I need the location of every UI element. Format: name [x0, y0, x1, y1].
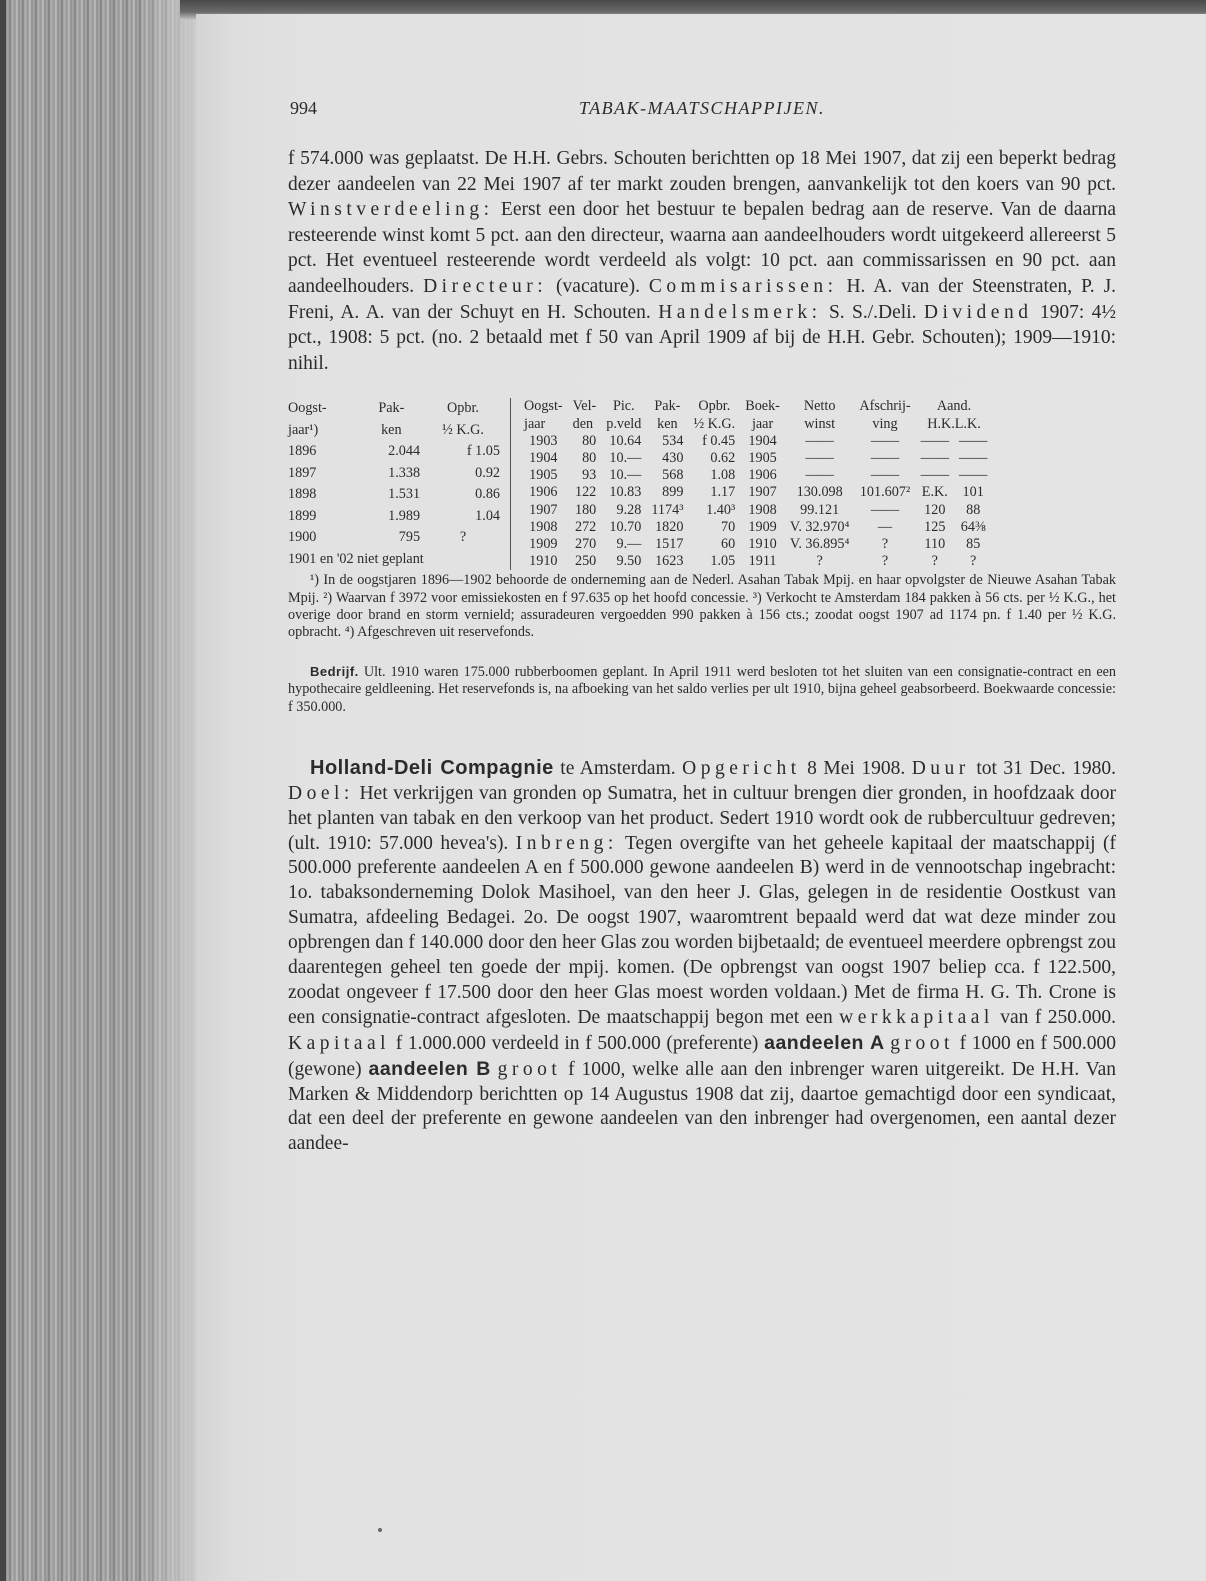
table-cell: 85 — [966, 535, 981, 552]
directeur-label: Directeur: — [423, 275, 548, 297]
table-header: den — [572, 415, 594, 432]
table-row — [519, 433, 992, 450]
table-header-row — [288, 398, 506, 420]
table-header: Pic. — [612, 398, 635, 415]
table-header: Oogst- — [288, 400, 327, 417]
table-cell: 2.044 — [388, 443, 421, 460]
opgericht-text: 8 Mei 1908. — [807, 757, 906, 779]
page-content — [288, 96, 1116, 1157]
table-header-row — [288, 420, 506, 442]
table-cell: 1905 — [748, 449, 777, 466]
table-cell: 120 — [924, 501, 946, 518]
opgericht-label: Opgericht — [682, 757, 801, 779]
table-cell: 0.86 — [475, 486, 500, 503]
page-number: 994 — [290, 98, 317, 118]
footnotes: ¹) In de oogstjaren 1896—1902 behoorde de onderneming aan de Nederl. Asahan Tabak Mpij. en haar opvolgster de Nieuwe Asahan Tabak Mpij. ²) Waarvan f 3972 voor emissiekosten en f 97.635 op het hoofd concessie. ³) Verkocht te Amsterdam 184 pakken à 56 cts. per ½ K.G., het overige door brand en storm vernield; assuradeuren vergoedden 990 pakken à 156 cts.; zoodat oogst 1907 ad 1174 pn. f 1.40 per ½ K.G. opbracht. ⁴) Afgeschreven uit reservefonds. — [288, 572, 1116, 640]
table-cell: —— — [870, 501, 900, 518]
table-cell: f 1.05 — [466, 443, 500, 460]
table-cell: —— — [870, 432, 900, 449]
table-cell: 10.64 — [609, 432, 642, 449]
table-cell: 0.92 — [475, 464, 500, 481]
table-cell: 101 — [962, 484, 984, 501]
handelsmerk-label: Handelsmerk: — [658, 301, 822, 323]
table-cell: 1.531 — [388, 486, 421, 503]
table-cell: V. 36.895⁴ — [789, 535, 850, 552]
bedrijf-paragraph — [288, 663, 1116, 716]
table-cell: 9.50 — [616, 553, 642, 570]
bedrijf-text: Ult. 1910 waren 175.000 rubberboomen geplant. In April 1911 werd besloten tot het sluiten van een consignatie-contract en een hypothecaire geldleening. Het reservefonds is, na afboeking van het saldo verlies per ult 1910, bijna geheel geabsorbeerd. Boekwaarde concessie: f 350.000. — [288, 664, 1117, 715]
running-header — [288, 96, 1116, 122]
table-header: ken — [381, 421, 402, 438]
bedrijf-label: Bedrijf. — [310, 664, 359, 680]
table-cell: —— — [870, 467, 900, 484]
company-location: te Amsterdam. — [560, 757, 676, 779]
page-speck — [378, 1528, 382, 1532]
table-note: 1901 en '02 niet geplant — [288, 551, 424, 567]
table-cell: E.K. — [921, 484, 948, 501]
kapitaal-text: f 1.000.000 verdeeld in f 500.000 (preferente) — [395, 1032, 759, 1054]
table-cell: 10.70 — [609, 518, 642, 535]
table-cell: 1820 — [655, 518, 684, 535]
running-title: TABAK-MAATSCHAPPIJEN. — [579, 98, 825, 118]
table-cell: —— — [959, 432, 988, 449]
table-cell: 1909 — [529, 535, 558, 552]
table-cell: —— — [870, 449, 900, 466]
table-cell: 10.— — [609, 449, 642, 466]
doel-text: Het verkrijgen van gronden op Sumatra, het in cultuur brengen dier gronden, in hoofdzaak door het planten van tabak en den verkoop van het product. Sedert 1910 wordt ook de rubbercultuur gedreven; (ult. 1910: 57.000 hevea's). — [288, 782, 1116, 854]
table-header: ken — [657, 415, 678, 432]
table-row — [519, 502, 992, 519]
table-row — [519, 450, 992, 467]
table-cell: 1907 — [748, 484, 777, 501]
table-cell: —— — [920, 467, 949, 484]
table-cell: —— — [805, 449, 834, 466]
aandeelen-a-label: aandeelen A — [764, 1031, 885, 1054]
duur-text: tot 31 Dec. 1980. — [976, 757, 1117, 779]
table-row — [519, 484, 992, 501]
table-cell: 1.05 — [710, 553, 736, 570]
table-cell: 93 — [582, 467, 597, 484]
table-cell: 1910 — [529, 553, 558, 570]
closing-text: f 1000, welke alle aan den inbrenger waren uitgereikt. De H.H. Van Marken & Middendorp berichtten op 14 Augustus 1908 dat zij, daartoe gemachtigd door een syndicaat, dat een deel der preferente en gewone aandeelen van den inbrenger had overgenomen, een aantal dezer aandee- — [288, 1058, 1117, 1155]
table-cell: 1.40³ — [706, 501, 736, 518]
winstverdeeling-label: Winstverdeeling: — [288, 199, 494, 221]
table-header: Vel- — [572, 398, 597, 415]
table-cell: 568 — [662, 467, 684, 484]
table-row — [519, 467, 992, 484]
table-header: winst — [804, 415, 836, 432]
table-cell: —— — [920, 432, 949, 449]
table-header: Opbr. — [447, 400, 479, 417]
groot-label: groot — [497, 1058, 562, 1080]
table-cell: 88 — [966, 501, 981, 518]
table-cell: 430 — [662, 449, 684, 466]
table-cell: 64⅜ — [960, 518, 986, 535]
directeur-text: (vacature). — [556, 275, 640, 297]
table-cell: 1.08 — [710, 467, 736, 484]
table-header: Boek- — [745, 398, 780, 415]
table-header-row — [519, 416, 992, 433]
table-header: Oogst- — [524, 398, 563, 415]
table-cell: 125 — [924, 518, 946, 535]
harvest-tables — [288, 398, 1116, 570]
table-cell: 1907 — [529, 501, 558, 518]
table-cell: 272 — [574, 518, 597, 535]
table-cell: 1517 — [655, 535, 684, 552]
table-cell: 1900 — [288, 529, 317, 546]
table-header: p.veld — [606, 415, 642, 432]
duur-label: Duur — [911, 757, 970, 779]
table-cell: V. 32.970⁴ — [789, 518, 850, 535]
table-cell: 60 — [721, 535, 736, 552]
table-cell: 1908 — [529, 518, 558, 535]
table-cell: 1.338 — [388, 464, 421, 481]
table-cell: 1.989 — [388, 507, 421, 524]
table-cell: 1906 — [748, 467, 777, 484]
table-cell: 80 — [582, 449, 597, 466]
table-cell: —— — [920, 449, 949, 466]
table-cell: —— — [805, 432, 834, 449]
table-header: Aand. — [936, 398, 972, 415]
company-entry — [288, 756, 1116, 1158]
table-cell: ? — [459, 529, 467, 546]
werkkapitaal-label: werkkapitaal — [839, 1006, 994, 1028]
table-cell: 1623 — [655, 553, 684, 570]
groot-text: f 1000 en f 500.000 (gewone) — [288, 1032, 1117, 1080]
handelsmerk-text: S. S./.Deli. — [828, 301, 917, 323]
werkkapitaal-text: van f 250.000. — [1000, 1006, 1116, 1028]
table-cell: 1908 — [748, 501, 777, 518]
dividend-text: 1907: 4½ pct., 1908: 5 pct. (no. 2 betaald met f 50 van April 1909 af bij de H.H. Gebr. Schouten); 1909—1910: nihil. — [288, 301, 1117, 374]
table-cell: 1899 — [288, 507, 317, 524]
table-note-row — [288, 549, 506, 571]
table-cell: 101.607² — [859, 484, 911, 501]
table-cell: 9.— — [616, 535, 642, 552]
kapitaal-label: Kapitaal — [288, 1032, 391, 1054]
table-cell: f 0.45 — [702, 432, 736, 449]
inbreng-text: Tegen overgifte van het geheele kapitaal der maatschappij (f 500.000 preferente aandeelen A en f 500.000 gewone aandeelen B) werd in de vennootschap ingebracht: 1o. tabaksonderneming Dolok Masihoel, van den heer J. Glas, gelegen in de residentie Oostkust van Sumatra, afdeeling Bedagei. 2o. De oogst 1907, waaromtrent bepaald werd dat wat deze minder zou opbrengen dan f 140.000 door den heer Glas zou worden bijbetaald; de eventueel meerdere opbrengst zou daarentegen geheel ten goede der mpij. komen. (De opbrengst van oogst 1907 beliep cca. f 122.500, zoodat ongeveer f 17.500 door den heer Glas moest worden voldaan.) Met de firma H. G. Th. Crone is een consignatie-contract afgesloten. De maatschappij begon met een — [288, 832, 1117, 1028]
table-divider — [510, 398, 511, 570]
table-header: H.K.L.K. — [927, 415, 981, 432]
table-cell: ? — [881, 553, 889, 570]
inbreng-label: Inbreng: — [515, 832, 618, 854]
intro-paragraph — [288, 146, 1116, 376]
table-cell: 1904 — [748, 432, 777, 449]
table-row — [288, 506, 506, 528]
table-header: jaar — [524, 415, 546, 432]
table-header: jaar¹) — [288, 421, 319, 438]
table-cell: 1903 — [529, 432, 558, 449]
table-cell: 534 — [662, 432, 684, 449]
table-cell: —— — [959, 467, 988, 484]
book-page-edges — [0, 0, 200, 1581]
table-cell: 80 — [582, 432, 597, 449]
table-cell: 122 — [574, 484, 597, 501]
table-cell: 0.62 — [710, 449, 736, 466]
table-header: Pak- — [378, 400, 405, 417]
table-row — [288, 484, 506, 506]
harvest-table-early — [288, 398, 506, 570]
table-header: Netto — [803, 398, 836, 415]
table-cell: 1.04 — [475, 507, 500, 524]
table-row — [288, 527, 506, 549]
table-cell: 1.17 — [710, 484, 736, 501]
aandeelen-b-label: aandeelen B — [368, 1057, 491, 1080]
table-header: ½ K.G. — [442, 421, 484, 438]
table-cell: 1896 — [288, 443, 317, 460]
table-cell: 99.121 — [800, 501, 840, 518]
table-row — [519, 519, 992, 536]
table-cell: 270 — [574, 535, 597, 552]
doel-label: Doel: — [288, 782, 354, 804]
table-row — [288, 463, 506, 485]
table-cell: —— — [959, 449, 988, 466]
table-cell: 1897 — [288, 464, 317, 481]
table-cell: 1174³ — [651, 501, 684, 518]
dividend-label: Dividend — [923, 301, 1033, 323]
table-cell: ? — [881, 535, 889, 552]
company-name: Holland-Deli Compagnie — [310, 756, 554, 779]
table-cell: 10.— — [609, 467, 642, 484]
table-cell: ? — [970, 553, 977, 570]
table-cell: 10.83 — [609, 484, 642, 501]
table-header: ving — [872, 415, 898, 432]
table-cell: — — [877, 518, 893, 535]
table-cell: —— — [805, 467, 834, 484]
table-row — [519, 536, 992, 553]
table-cell: 1905 — [529, 467, 558, 484]
table-cell: 899 — [662, 484, 684, 501]
harvest-table-later — [519, 398, 992, 570]
table-cell: 1904 — [529, 449, 558, 466]
intro-text: f 574.000 was geplaatst. De H.H. Gebrs. Schouten berichtten op 18 Mei 1907, dat zij een beperkt bedrag dezer aandeelen van 22 Mei 1907 af ter markt zouden brengen, aanvankelijk tot den koers van 90 pct. — [288, 148, 1116, 195]
table-header: ½ K.G. — [693, 415, 736, 432]
table-cell: 130.098 — [796, 484, 843, 501]
winstverdeeling-text: Eerst een door het bestuur te bepalen bedrag aan de reserve. Van de daarna resteerende winst komt 5 pct. aan den directeur, waarna aan aandeelhouders wordt uitgekeerd allereerst 5 pct. Het eventueel resteerende wordt verdeeld als volgt: 10 pct. aan commissarissen en 90 pct. aan aandeelhouders. — [288, 199, 1116, 297]
table-header: jaar — [751, 415, 774, 432]
table-cell: 1906 — [529, 484, 558, 501]
commissarissen-text: H. A. van der Steenstraten, P. J. Freni, A. A. van der Schuyt en H. Schouten. — [288, 275, 1117, 323]
table-cell: ? — [931, 553, 938, 570]
table-cell: 1898 — [288, 486, 317, 503]
table-cell: ? — [816, 553, 823, 570]
table-cell: 1909 — [748, 518, 777, 535]
table-header: Afschrij- — [859, 398, 911, 415]
table-cell: 9.28 — [616, 501, 642, 518]
table-row — [288, 441, 506, 463]
table-header-row — [519, 398, 992, 415]
table-cell: 1911 — [748, 553, 777, 570]
table-cell: 1910 — [748, 535, 777, 552]
table-header: Opbr. — [698, 398, 731, 415]
table-cell: 795 — [398, 529, 421, 546]
table-cell: 110 — [924, 535, 946, 552]
table-row — [519, 553, 992, 570]
table-cell: 250 — [574, 553, 597, 570]
table-cell: 180 — [574, 501, 597, 518]
groot-label: groot — [890, 1032, 954, 1054]
table-cell: 70 — [721, 518, 736, 535]
table-header: Pak- — [654, 398, 681, 415]
commissarissen-label: Commisarissen: — [648, 275, 838, 297]
